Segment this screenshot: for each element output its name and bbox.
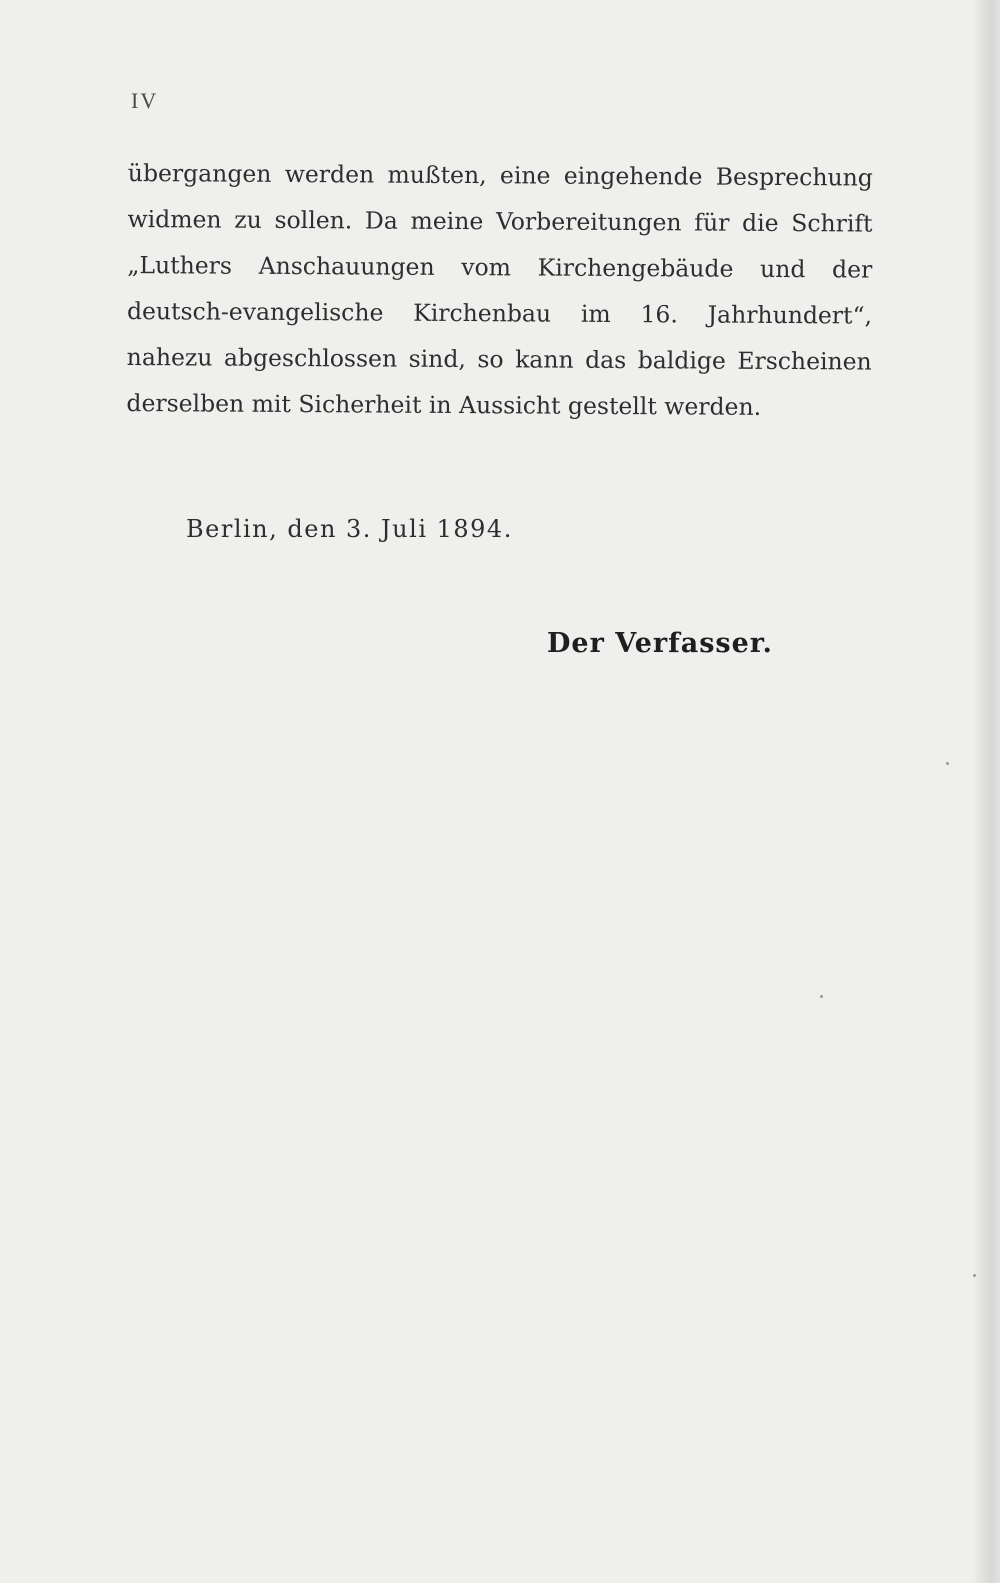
page-number: IV (131, 88, 159, 113)
author-signature: Der Verfasser. (547, 628, 773, 659)
paper-speck (946, 762, 949, 765)
body-paragraph: übergangen werden mußten, eine eingehende Besprechung widmen zu sollen. Da meine Vorbereitungen für die Schrift „Luthers Anschauungen vom Kirchengebäude und der deutsch-evangelische Kirchenbau im 16. Jahrhundert“, nahezu abgeschlossen sind, so kann das baldige Erscheinen derselben mit Sicherheit in Aussicht gestellt werden. (126, 158, 873, 421)
paper-speck (820, 995, 823, 998)
page-edge-shadow (972, 0, 1000, 1583)
date-line: Berlin, den 3. Juli 1894. (186, 515, 513, 543)
paper-speck (973, 1274, 976, 1277)
